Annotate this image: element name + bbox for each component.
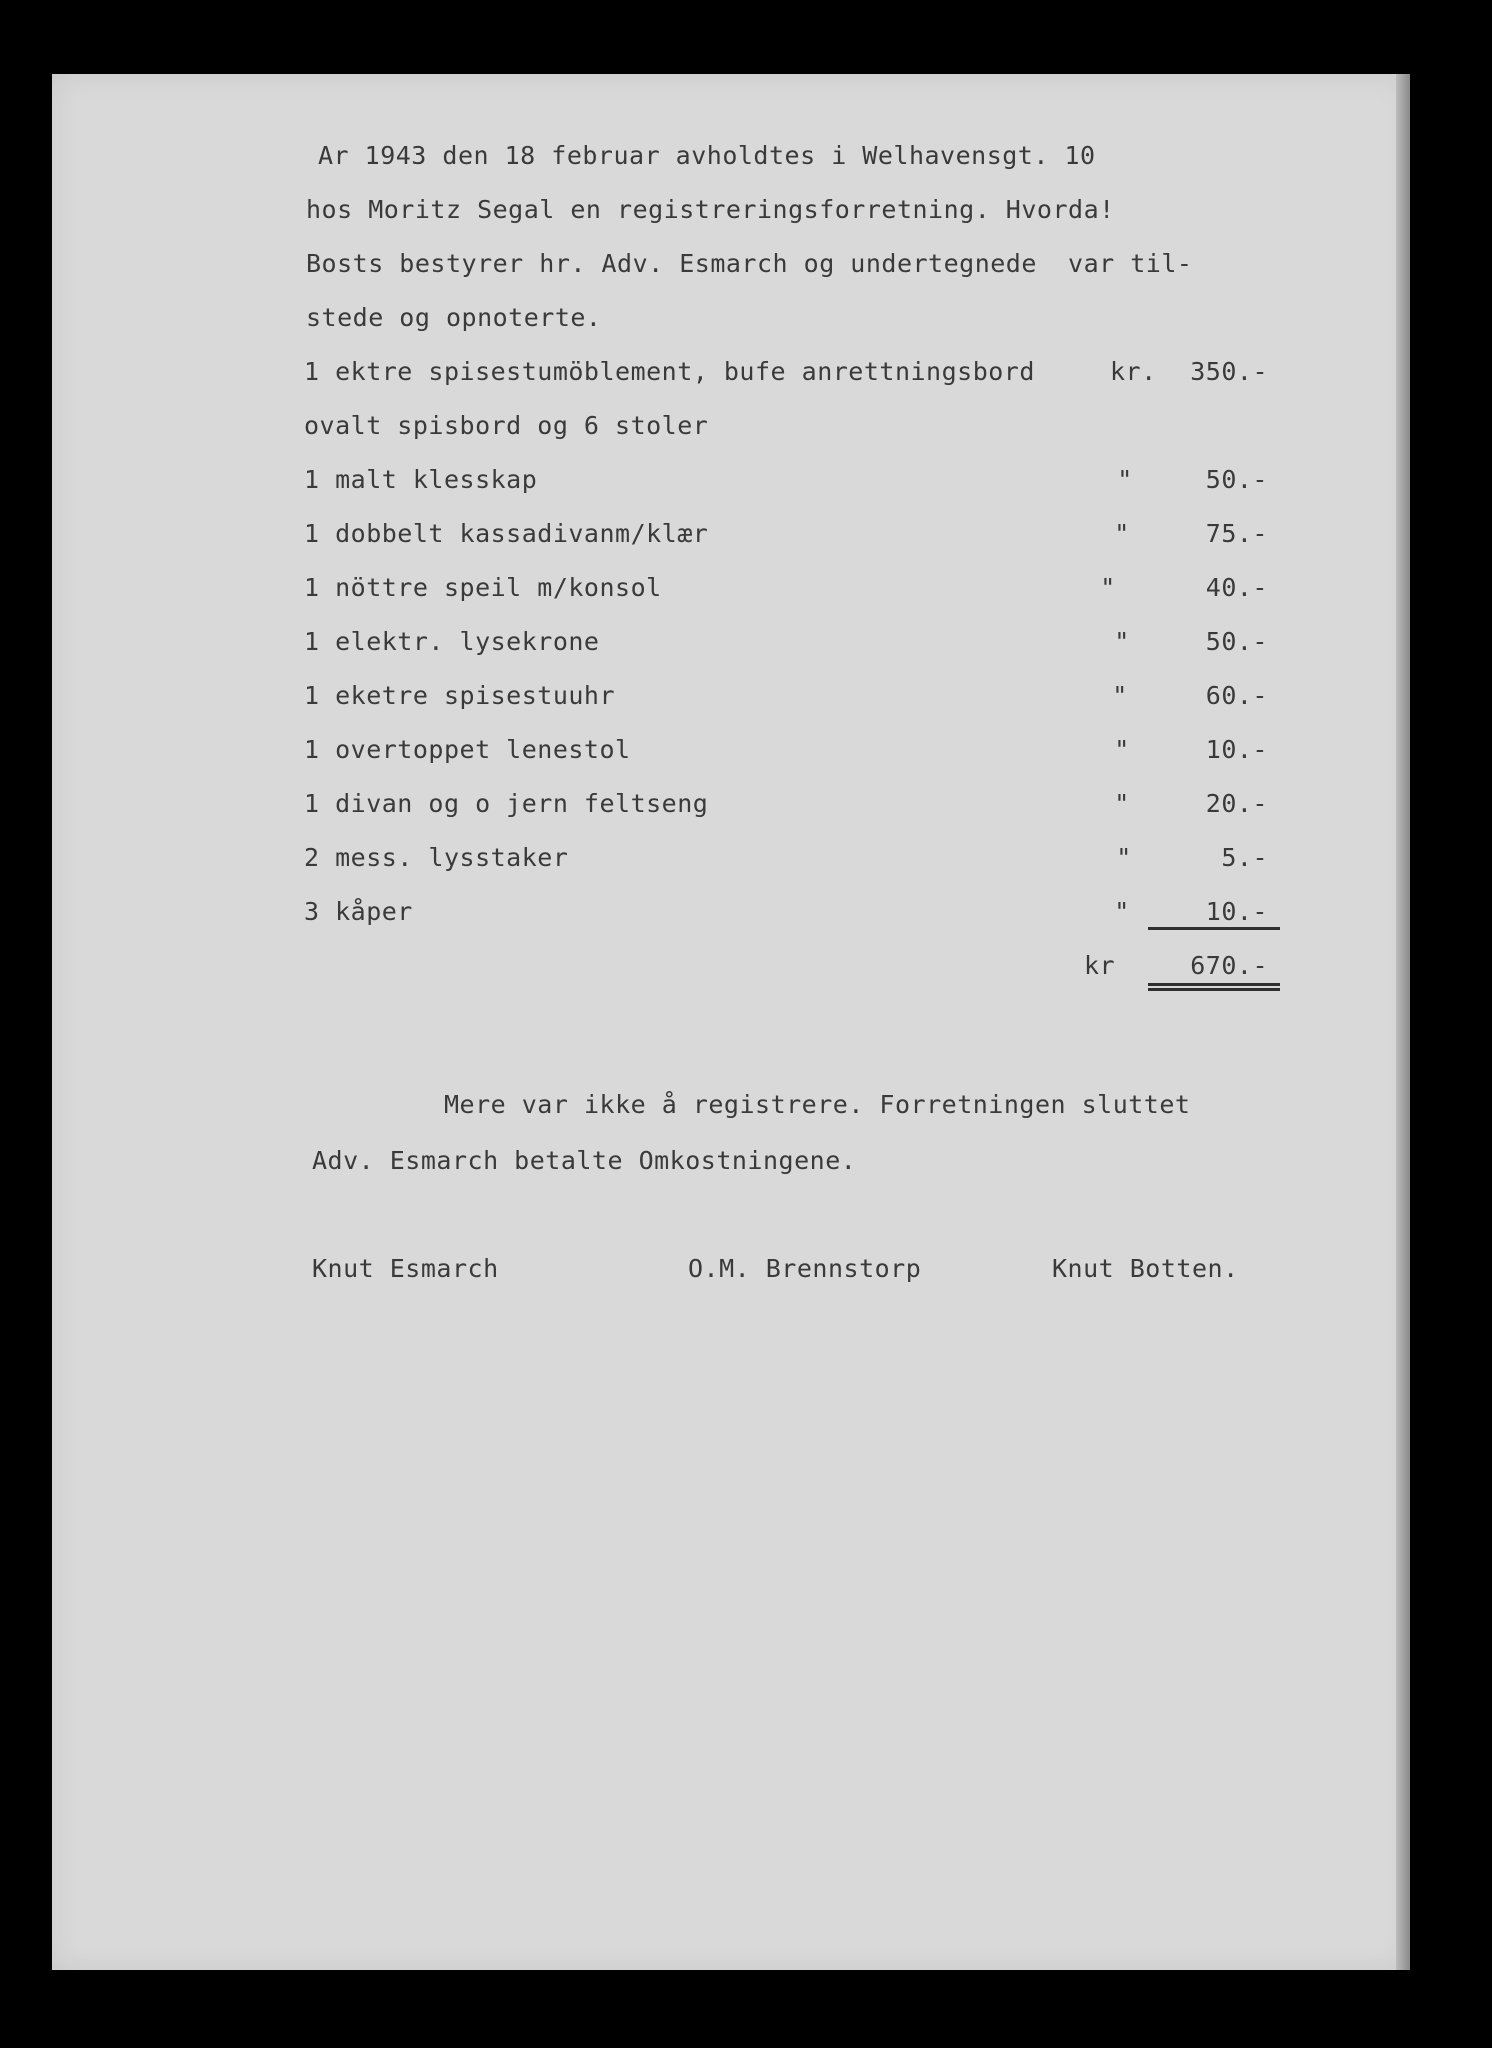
item-7-ditto: "	[1112, 681, 1128, 710]
item-3-description: 1 malt klesskap	[304, 465, 538, 494]
intro-line-2: hos Moritz Segal en registreringsforretning. Hvorda!	[306, 195, 1115, 224]
signature-1: Knut Esmarch	[312, 1254, 499, 1283]
total-rule-bottom	[1148, 988, 1280, 991]
item-10-description: 2 mess. lysstaker	[304, 843, 569, 872]
total-label: kr	[1084, 951, 1116, 980]
item-5-amount: 40.-	[1205, 573, 1268, 602]
item-10-ditto: "	[1116, 843, 1132, 872]
closing-line-2: Adv. Esmarch betalte Omkostningene.	[312, 1146, 857, 1175]
item-10-amount: 5.-	[1221, 843, 1268, 872]
subtotal-rule	[1148, 927, 1280, 930]
item-7-description: 1 eketre spisestuuhr	[304, 681, 616, 710]
total-amount: 670.-	[1190, 951, 1268, 980]
item-5-ditto: "	[1100, 573, 1116, 602]
item-11-amount: 10.-	[1205, 897, 1268, 926]
item-7-amount: 60.-	[1205, 681, 1268, 710]
intro-line-1: Ar 1943 den 18 februar avholdtes i Welhavensgt. 10	[318, 141, 1096, 170]
item-1-description-cont: ovalt spisbord og 6 stoler	[304, 411, 709, 440]
item-4-description: 1 dobbelt kassadivanm/klær	[304, 519, 709, 548]
item-4-ditto: "	[1114, 519, 1130, 548]
item-11-ditto: "	[1114, 897, 1130, 926]
closing-line-1: Mere var ikke å registrere. Forretningen sluttet	[444, 1090, 1191, 1119]
item-4-amount: 75.-	[1205, 519, 1268, 548]
item-3-ditto: "	[1117, 465, 1133, 494]
item-6-amount: 50.-	[1205, 627, 1268, 656]
item-8-description: 1 overtoppet lenestol	[304, 735, 631, 764]
item-5-description: 1 nöttre speil m/konsol	[304, 573, 662, 602]
item-1-currency: kr.	[1110, 357, 1157, 386]
item-1-description: 1 ektre spisestumöblement, bufe anrettningsbord	[304, 357, 1035, 386]
total-rule-top	[1148, 983, 1280, 986]
item-11-description: 3 kåper	[304, 897, 413, 926]
signature-2: O.M. Brennstorp	[688, 1254, 922, 1283]
intro-line-3: Bosts bestyrer hr. Adv. Esmarch og undertegnede var til-	[306, 249, 1193, 278]
item-6-ditto: "	[1114, 627, 1130, 656]
sheet-edge-shadow	[1396, 74, 1410, 1970]
intro-line-4: stede og opnoterte.	[306, 303, 602, 332]
item-8-amount: 10.-	[1205, 735, 1268, 764]
item-9-ditto: "	[1114, 789, 1130, 818]
item-9-amount: 20.-	[1205, 789, 1268, 818]
item-3-amount: 50.-	[1205, 465, 1268, 494]
item-6-description: 1 elektr. lysekrone	[304, 627, 600, 656]
signature-3: Knut Botten.	[1052, 1254, 1239, 1283]
item-8-ditto: "	[1114, 735, 1130, 764]
item-1-amount: 350.-	[1190, 357, 1268, 386]
item-9-description: 1 divan og o jern feltseng	[304, 789, 709, 818]
